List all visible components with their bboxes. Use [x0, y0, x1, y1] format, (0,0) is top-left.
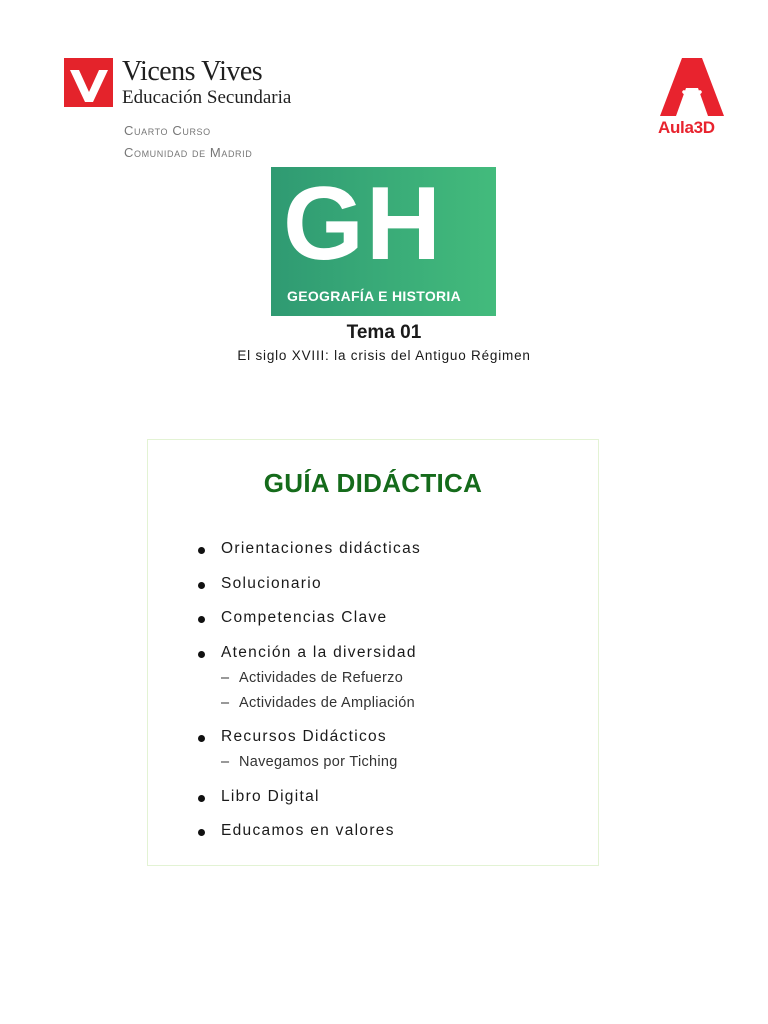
aula3d-a-icon — [660, 58, 724, 116]
subject-cover — [271, 167, 496, 316]
guide-subitem-label: Actividades de Refuerzo — [239, 670, 404, 686]
course-info — [124, 120, 252, 164]
guide-subitem — [221, 670, 403, 686]
tema-title: El siglo XVIII: la crisis del Antiguo Régimen — [237, 348, 531, 363]
guide-item — [221, 644, 417, 662]
guide-item-label: Orientaciones didácticas — [221, 540, 422, 557]
guide-subitem — [221, 695, 415, 711]
guide-item — [221, 540, 421, 558]
vicens-vives-v-icon — [64, 58, 113, 107]
guide-item-label: Solucionario — [221, 575, 322, 592]
guide-title: GUÍA DIDÁCTICA — [263, 468, 483, 498]
bullet-icon — [198, 829, 205, 836]
guide-subitem-label: Actividades de Ampliación — [239, 695, 415, 711]
bullet-icon — [198, 547, 205, 554]
guide-item — [221, 575, 322, 593]
subject-cover-letters: GH — [283, 167, 443, 282]
guide-item — [221, 788, 320, 806]
dash-marker: – — [221, 670, 230, 686]
guide-item-label: Recursos Didácticos — [221, 728, 387, 745]
tema-label: Tema 01 — [346, 322, 422, 343]
bullet-icon — [198, 795, 205, 802]
subject-cover-name: GEOGRAFÍA E HISTORIA — [287, 288, 462, 304]
guide-item-label: Competencias Clave — [221, 609, 388, 626]
aula3d-wordmark — [658, 118, 715, 138]
course-level: Cuarto Curso — [124, 123, 211, 138]
bullet-icon — [198, 735, 205, 742]
guide-item — [221, 822, 395, 840]
aula3d-text-3d: 3D — [693, 118, 715, 137]
guide-list — [148, 440, 598, 865]
bullet-icon — [198, 616, 205, 623]
guide-item-label: Educamos en valores — [221, 822, 395, 839]
guide-item — [221, 609, 387, 627]
publisher-name: Vicens Vives — [122, 56, 263, 87]
bullet-icon — [198, 582, 205, 589]
course-region: Comunidad de Madrid — [124, 145, 253, 160]
guide-box — [147, 439, 599, 866]
publisher-line: Educación Secundaria — [122, 87, 292, 108]
guide-item — [221, 728, 387, 746]
guide-subitem-label: Navegamos por Tiching — [239, 754, 398, 770]
dash-marker: – — [221, 754, 230, 770]
aula3d-text-aula: Aula — [658, 118, 694, 137]
guide-item-label: Atención a la diversidad — [221, 644, 417, 661]
aula3d-logo — [654, 58, 730, 140]
bullet-icon — [198, 651, 205, 658]
guide-item-label: Libro Digital — [221, 788, 320, 805]
dash-marker: – — [221, 695, 230, 711]
publisher-logo — [64, 58, 324, 108]
guide-subitem — [221, 754, 398, 770]
